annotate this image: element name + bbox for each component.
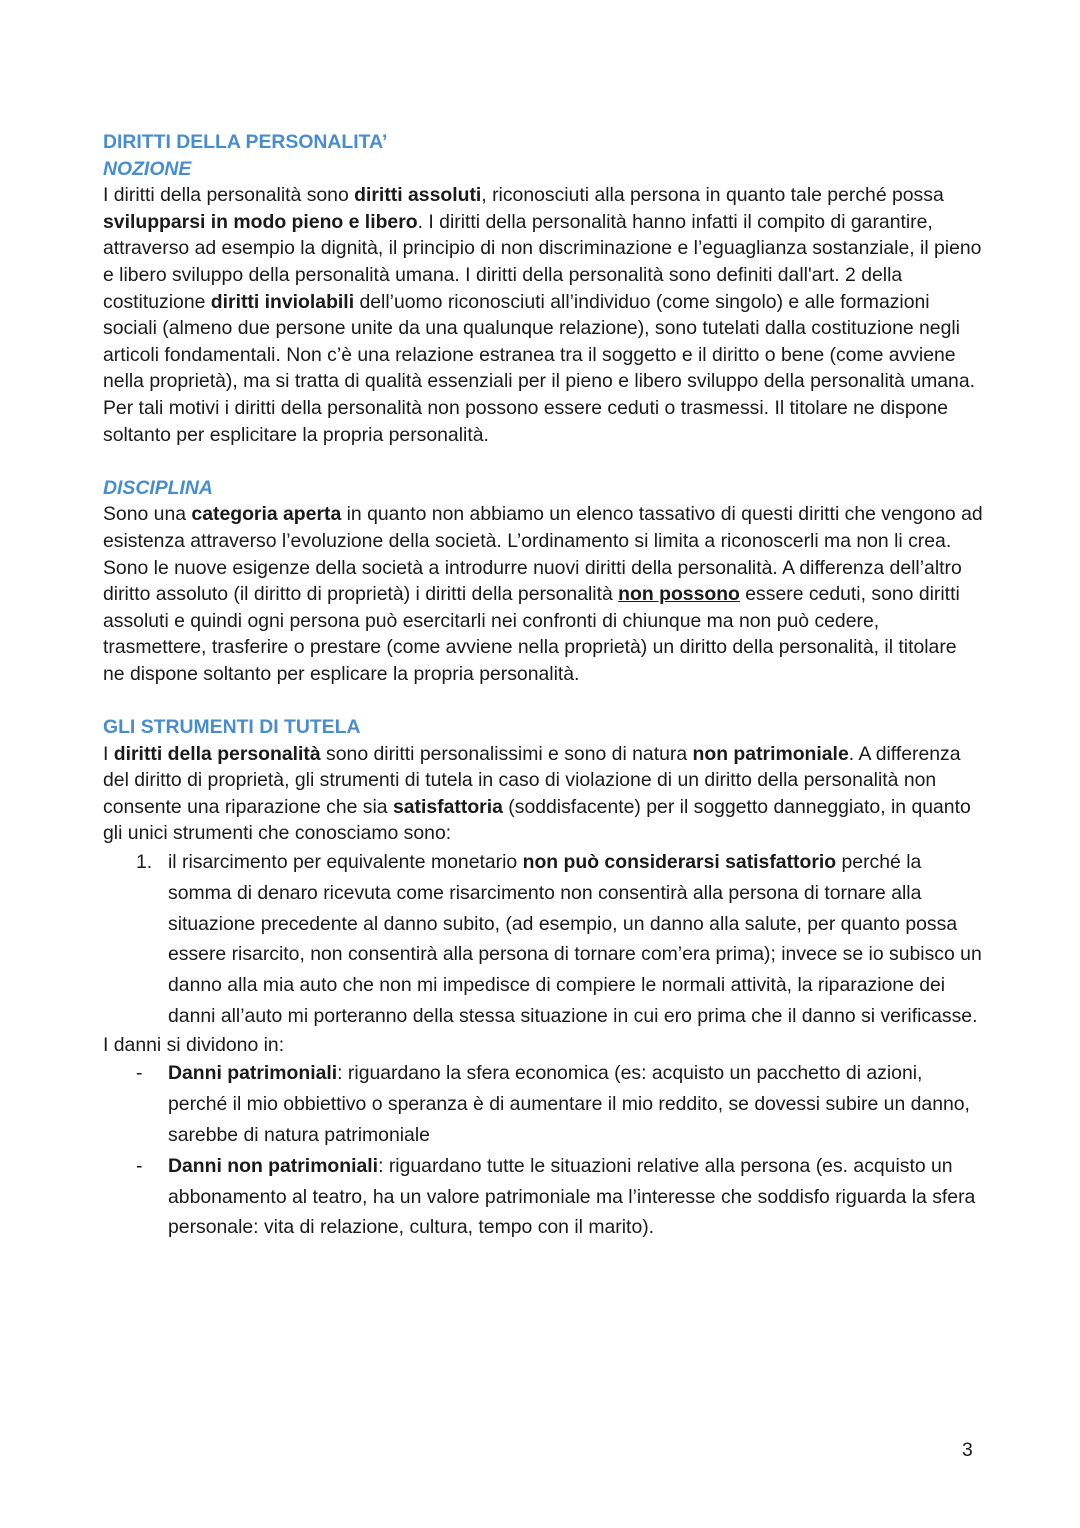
numbered-list xyxy=(103,847,983,1032)
text-run: (soddisfacente) per il soggetto danneggiato, in quanto gli unici strumenti che conosciamo sono: xyxy=(103,795,971,845)
text-run: Sono una xyxy=(103,503,192,526)
bold-text: diritti della personalità xyxy=(113,742,321,765)
bold-text: non patrimoniale xyxy=(692,742,849,765)
document-page xyxy=(103,129,983,1243)
text-run: : riguardano tutte le situazioni relative alla persona (es. acquisto un abbonamento al teatro, ha un valore patrimoniale ma l’interesse che soddisfo riguarda la sfera personale: vita di relazione, cultura, tempo con il marito). xyxy=(168,1154,976,1239)
text-run: : riguardano la sfera economica (es: acquisto un pacchetto di azioni, perché il mio obbiettivo o speranza è di aumentare il mio reddito, se dovessi subire un danno, sarebbe di natura patrimoniale xyxy=(168,1062,970,1146)
list-item xyxy=(103,1151,983,1243)
text-run: dell’uomo riconosciuti all’individuo (come singolo) e alle formazioni sociali (almeno due persone unite da una qualunque relazione), sono tutelati dalla costituzione negli articoli fondamentali. Non c’è una relazione estranea tra il soggetto e il diritto o bene (come avviene nella proprietà), ma si tratta di qualità essenziali per il pieno e libero sviluppo della personalità umana. Per tali motivi i diritti della personalità non possono essere ceduti o trasmessi. Il titolare ne dispone soltanto per esplicitare la propria personalità. xyxy=(103,290,975,446)
underlined-text: non possono xyxy=(618,583,740,606)
text-run: il risarcimento per equivalente monetario xyxy=(168,851,523,874)
bold-text: non può considerarsi satisfattorio xyxy=(522,851,837,874)
text-run: essere ceduti, sono diritti assoluti e quindi ogni persona può esercitarli nei confronti di chiunque ma non può cedere, trasmettere, trasferire o prestare (come avviene nella proprietà) un diritto della personalità, il titolare ne dispone soltanto per esplicare la propria personalità. xyxy=(103,583,960,685)
list-marker: - xyxy=(136,1154,143,1177)
text-run: sono diritti personalissimi e sono di natura xyxy=(320,742,693,765)
list-marker: - xyxy=(136,1062,143,1085)
paragraph-nozione xyxy=(103,182,983,448)
subheading-disciplina: DISCIPLINA xyxy=(103,476,213,499)
bold-text: categoria aperta xyxy=(191,503,342,526)
list-marker: 1. xyxy=(136,851,153,874)
bold-underlined-text xyxy=(618,583,740,605)
section-heading-strumenti-tutela: GLI STRUMENTI DI TUTELA xyxy=(103,716,361,739)
text-run: . I diritti della personalità hanno infatti il compito di garantire, attraverso ad esempio la dignità, il principio di non discriminazione e l’eguaglianza sostanziale, il pieno e libero sviluppo della personalità umana. I diritti della personalità sono definiti dall'art. 2 della costituzione xyxy=(103,210,982,313)
list-item xyxy=(103,847,983,1032)
bold-text: Danni non patrimoniali xyxy=(168,1154,379,1177)
bold-text: satisfattoria xyxy=(392,795,503,818)
text-run: perché la somma di denaro ricevuta come risarcimento non consentirà alla persona di tornare alla situazione precedente al danno subito, (ad esempio, un danno alla salute, per quanto possa essere risarcito, non consentirà alla persona di tornare com’era prima); invece se io subisco un danno alla mia auto che non mi impedisce di compiere le normali attività, la riparazione dei danni all’auto mi porteranno della stessa situazione in cui ero prima che il danno si verificasse. xyxy=(168,851,982,1028)
bold-text: Danni patrimoniali xyxy=(168,1062,338,1085)
section-heading-diritti-personalita: DIRITTI DELLA PERSONALITA’ xyxy=(103,131,388,153)
paragraph-strumenti-tutela xyxy=(103,741,983,847)
bold-text: diritti assoluti xyxy=(354,184,482,207)
page-number: 3 xyxy=(962,1439,973,1461)
paragraph-danni: I danni si dividono in: xyxy=(103,1033,285,1056)
dash-list xyxy=(103,1058,983,1243)
list-item xyxy=(103,1058,983,1150)
subheading-nozione: NOZIONE xyxy=(103,157,192,180)
spacer xyxy=(103,687,983,714)
paragraph-disciplina xyxy=(103,501,983,687)
text-run: in quanto non abbiamo un elenco tassativo di questi diritti che vengono ad esistenza attraverso l’evoluzione della società. L’ordinamento si limita a riconoscerli ma non li crea. Sono le nuove esigenze della società a introdurre nuovi diritti della personalità. A differenza dell’altro diritto assoluto (il diritto di proprietà) i diritti della personalità xyxy=(103,503,983,606)
spacer xyxy=(103,448,983,475)
text-run: I diritti della personalità sono xyxy=(103,184,355,207)
text-run: , riconosciuti alla persona in quanto tale perché possa xyxy=(481,184,944,207)
bold-text: diritti inviolabili xyxy=(210,290,355,313)
text-run: I xyxy=(103,742,114,765)
text-run: . A differenza del diritto di proprietà, gli strumenti di tutela in caso di violazione di un diritto della personalità non consente una riparazione che sia xyxy=(103,742,961,818)
bold-text: svilupparsi in modo pieno e libero xyxy=(103,210,418,233)
